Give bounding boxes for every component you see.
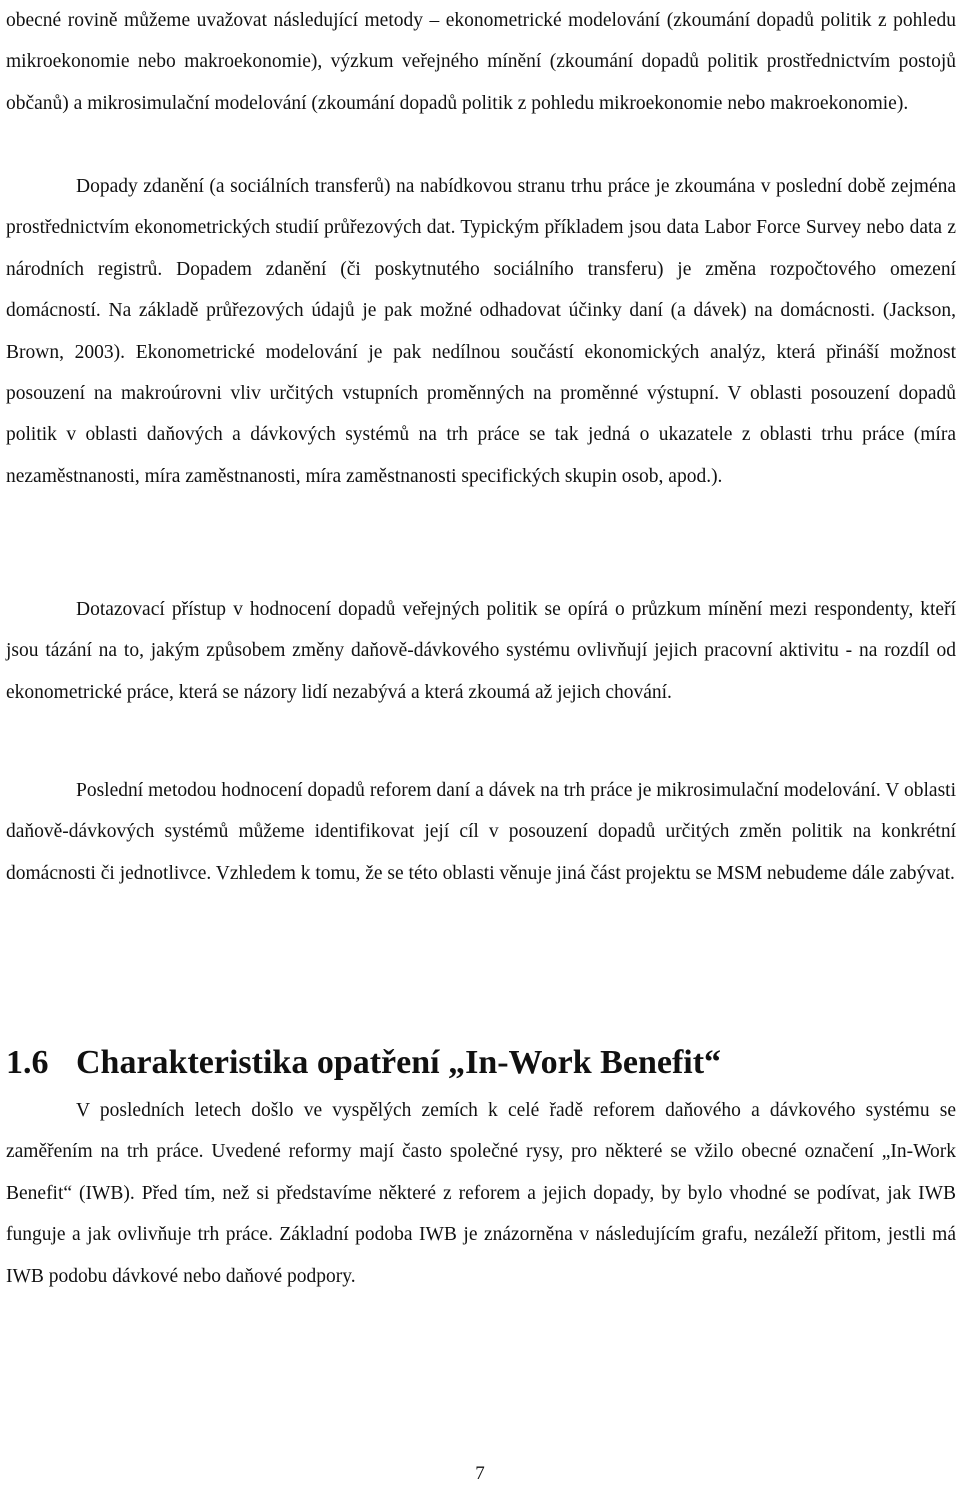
paragraph-microsimulation: Poslední metodou hodnocení dopadů reforem daní a dávek na trh práce je mikrosimulační modelování. V oblasti daňově-dávkových systémů můžeme identifikovat její cíl v posouzení dopadů určitých změn politik na konkrétní domácnosti či jednotlivce. Vzhledem k tomu, že se této oblasti věnuje jiná část projektu se MSM nebudeme dále zabývat. [6, 780, 956, 884]
paragraph-iwb-intro: V posledních letech došlo ve vyspělých zemích k celé řadě reforem daňového a dávkového systému se zaměřením na trh práce. Uvedené reformy mají často společné rysy, pro některé se vžilo obecné označení „In-Work Benefit“ (IWB). Před tím, než si představíme některé z reforem a jejich dopady, by bylo vhodné se podívat, jak IWB funguje a jak ovlivňuje trh práce. Základní podoba IWB je znázorněna v následujícím grafu, nezáleží přitom, jestli má IWB podobu dávkové nebo daňové podpory. [6, 1100, 956, 1287]
paragraph-econometric-studies: Dopady zdanění (a sociálních transferů) na nabídkovou stranu trhu práce je zkoumána v poslední době zejména prostřednictvím ekonometrických studií průřezových dat. Typickým příkladem jsou data Labor Force Survey nebo data z národních registrů. Dopadem zdanění (či poskytnutého sociálního transferu) je změna rozpočtového omezení domácností. Na základě průřezových údajů je pak možné odhadovat účinky daní (a dávek) na domácnosti. (Jackson, Brown, 2003). Ekonometrické modelování je pak nedílnou součástí ekonomických analýz, která přináší možnost posouzení na makroúrovni vliv určitých vstupních proměnných na proměnné výstupní. V oblasti posouzení dopadů politik v oblasti daňových a dávkových systémů na trh práce se tak jedná o ukazatele z oblasti trhu práce (míra nezaměstnanosti, míra zaměstnanosti, míra zaměstnanosti specifických skupin osob, apod.). [6, 176, 956, 487]
section-heading [6, 1040, 721, 1086]
section-number: 1.6 [6, 1044, 49, 1081]
paragraph-survey-approach: Dotazovací přístup v hodnocení dopadů veřejných politik se opírá o průzkum mínění mezi respondenty, kteří jsou tázání na to, jakým způsobem změny daňově-dávkového systému ovlivňují jejich pracovní aktivitu - na rozdíl od ekonometrické práce, která se názory lidí nezabývá a která zkoumá až jejich chování. [6, 599, 956, 703]
paragraph-continued: obecné rovině můžeme uvažovat následující metody – ekonometrické modelování (zkoumání dopadů politik z pohledu mikroekonomie nebo makroekonomie), výzkum veřejného mínění (zkoumání dopadů politik prostřednictvím postojů občanů) a mikrosimulační modelování (zkoumání dopadů politik z pohledu mikroekonomie nebo makroekonomie). [6, 10, 956, 114]
section-title: Charakteristika opatření „In-Work Benefit“ [76, 1044, 722, 1081]
page-number: 7 [475, 1463, 485, 1484]
